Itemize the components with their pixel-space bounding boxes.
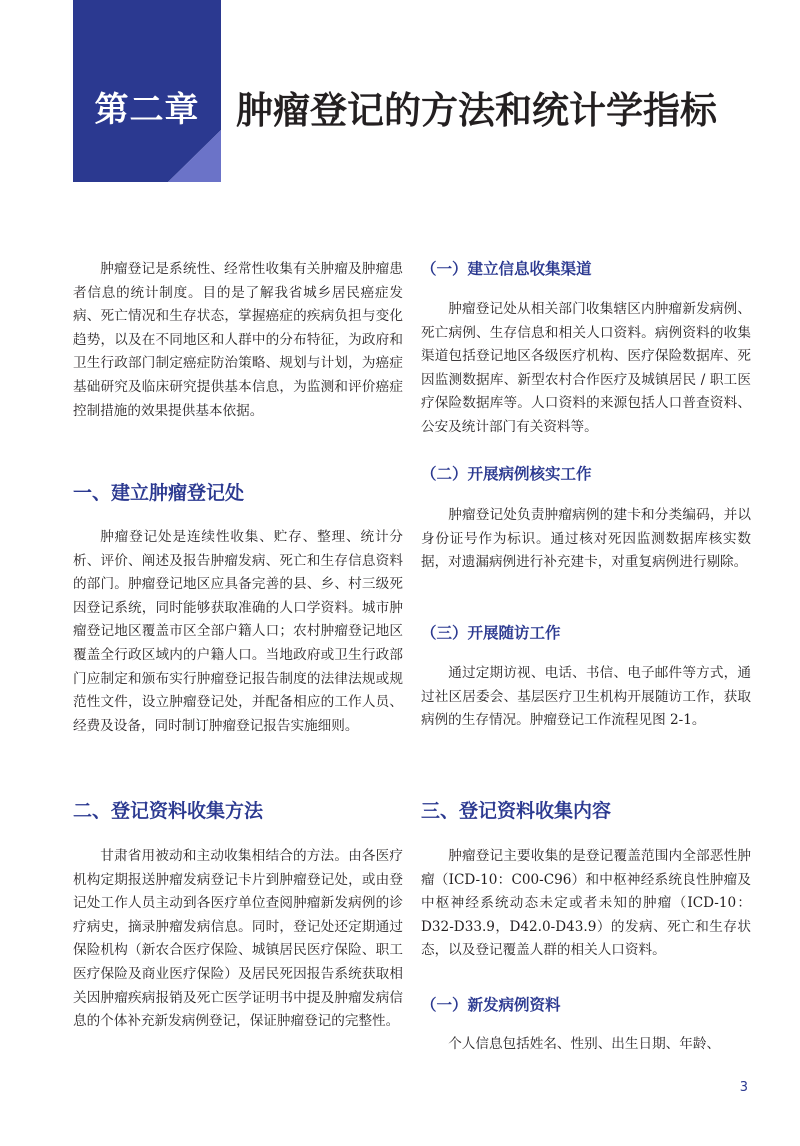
subsection-4-heading: （一）新发病例资料 xyxy=(421,996,561,1014)
subsection-1-body: 肿瘤登记处从相关部门收集辖区内肿瘤新发病例、死亡病例、生存信息和相关人口资料。病例资料的收集渠道包括登记地区各级医疗机构、医疗保险数据库、死因监测数据库、新型农村合作医疗及城镇居民 / 职工医疗保险数据库等。人口资料的来源包括人口普查资料、公安及统计部门有关资料等。 xyxy=(421,301,751,435)
chapter-badge xyxy=(73,0,221,182)
chapter-title: 肿瘤登记的方法和统计学指标 xyxy=(236,88,717,132)
section-2-body: 甘肃省用被动和主动收集相结合的方法。由各医疗机构定期报送肿瘤发病登记卡片到肿瘤登记处，或由登记处工作人员主动到各医疗单位查阅肿瘤新发病例的诊疗病史，摘录肿瘤发病信息。同时，登记处还定期通过保险机构（新农合医疗保险、城镇居民医疗保险、职工医疗保险及商业医疗保险）及居民死因报告系统获取相关因肿瘤疾病报销及死亡医学证明书中提及肿瘤发病信息的个体补充新发病例登记，保证肿瘤登记的完整性。 xyxy=(73,848,403,1030)
subsection-4-body: 个人信息包括姓名、性别、出生日期、年龄、 xyxy=(448,1036,721,1052)
subsection-2-heading: （二）开展病例核实工作 xyxy=(421,465,592,483)
section-1-body: 肿瘤登记处是连续性收集、贮存、整理、统计分析、评价、阐述及报告肿瘤发病、死亡和生存信息资料的部门。肿瘤登记地区应具备完善的县、乡、村三级死因登记系统，同时能够获取准确的人口学资料。城市肿瘤登记地区覆盖市区全部户籍人口；农村肿瘤登记地区覆盖全行政区域内的户籍人口。当地政府或卫生行政部门应制定和颁布实行肿瘤登记报告制度的法律法规或规范性文件，设立肿瘤登记处，并配备相应的工作人员、经费及设备，同时制订肿瘤登记报告实施细则。 xyxy=(73,529,403,734)
page-number: 3 xyxy=(739,1080,748,1095)
section-3-body: 肿瘤登记主要收集的是登记覆盖范围内全部恶性肿瘤（ICD-10：C00-C96）和中枢神经系统良性肿瘤及中枢神经系统动态未定或者未知的肿瘤（ICD-10：D32-D33.9，D42.0-D43.9）的发病、死亡和生存状态，以及登记覆盖人群的相关人口资料。 xyxy=(421,848,751,959)
chapter-label: 第二章 xyxy=(94,90,200,130)
subsection-2-body: 肿瘤登记处负责肿瘤病例的建卡和分类编码，并以身份证号作为标识。通过核对死因监测数据库核实数据，对遗漏病例进行补充建卡，对重复病例进行剔除。 xyxy=(421,507,751,571)
subsection-1-heading: （一）建立信息收集渠道 xyxy=(421,260,592,278)
section-2-heading: 二、登记资料收集方法 xyxy=(73,800,264,822)
section-1-heading: 一、建立肿瘤登记处 xyxy=(73,482,245,504)
subsection-3-heading: （三）开展随访工作 xyxy=(421,624,561,642)
section-3-heading: 三、登记资料收集内容 xyxy=(421,800,612,822)
subsection-3-body: 通过定期访视、电话、书信、电子邮件等方式，通过社区居委会、基层医疗卫生机构开展随访工作，获取病例的生存情况。肿瘤登记工作流程见图 2-1。 xyxy=(421,665,751,729)
intro-paragraph: 肿瘤登记是系统性、经常性收集有关肿瘤及肿瘤患者信息的统计制度。目的是了解我省城乡居民癌症发病、死亡情况和生存状态，掌握癌症的疾病负担与变化趋势，以及在不同地区和人群中的分布特征，为政府和卫生行政部门制定癌症防治策略、规划与计划，为癌症基础研究及临床研究提供基本信息，为监测和评价癌症控制措施的效果提供基本依据。 xyxy=(73,261,403,419)
